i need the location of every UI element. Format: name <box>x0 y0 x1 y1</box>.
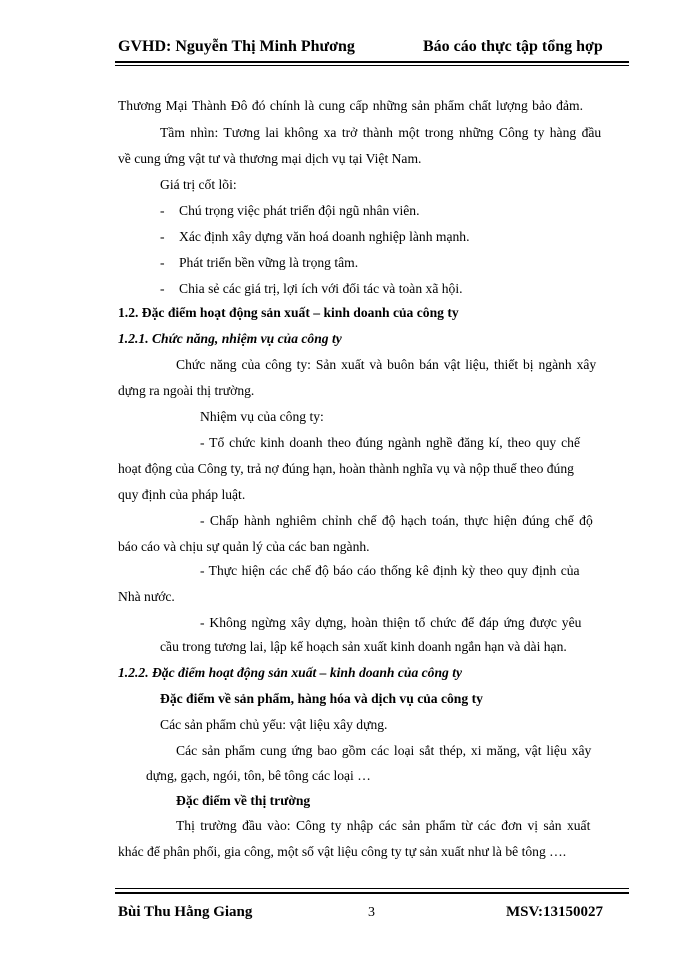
page-header-left: GVHD: Nguyễn Thị Minh Phương <box>118 38 355 55</box>
body-line: quy định của pháp luật. <box>118 487 246 502</box>
body-line: Thương Mại Thành Đô đó chính là cung cấp những sản phẩm chất lượng bảo đảm. <box>118 98 583 113</box>
bullet-item: Chú trọng việc phát triển đội ngũ nhân viên. <box>179 203 420 218</box>
bold-subheading: Đặc điểm về sản phẩm, hàng hóa và dịch vụ của công ty <box>160 691 483 706</box>
bullet-marker: - <box>160 281 165 296</box>
bold-subheading: Đặc điểm về thị trường <box>176 793 311 808</box>
body-line: dựng, gạch, ngói, tôn, bê tông các loại … <box>146 768 371 783</box>
section-heading: 1.2. Đặc điểm hoạt động sản xuất – kinh doanh của công ty <box>118 305 459 320</box>
footer-rule-thin <box>115 888 629 889</box>
body-line: về cung ứng vật tư và thương mại dịch vụ tại Việt Nam. <box>118 151 422 166</box>
page-number: 3 <box>368 905 375 920</box>
bullet-item: Xác định xây dựng văn hoá doanh nghiệp lành mạnh. <box>179 229 470 244</box>
body-line: Chức năng của công ty: Sản xuất và buôn bán vật liệu, thiết bị ngành xây <box>176 357 597 372</box>
bullet-item: Phát triển bền vững là trọng tâm. <box>179 255 359 270</box>
footer-msv: MSV:13150027 <box>506 904 603 920</box>
body-line: Các sản phẩm chủ yếu: vật liệu xây dựng. <box>160 717 388 732</box>
body-line: Nhiệm vụ của công ty: <box>200 409 324 424</box>
header-rule-thick <box>115 61 629 63</box>
body-line: cầu trong tương lai, lập kế hoạch sản xuất kinh doanh ngắn hạn và dài hạn. <box>160 639 567 654</box>
body-line: - Thực hiện các chế độ báo cáo thống kê định kỳ theo quy định của <box>200 563 580 578</box>
subsection-heading: 1.2.2. Đặc điểm hoạt động sản xuất – kinh doanh của công ty <box>118 665 463 680</box>
body-line: hoạt động của Công ty, trả nợ đúng hạn, hoàn thành nghĩa vụ và nộp thuế theo đúng <box>118 461 574 476</box>
subsection-heading: 1.2.1. Chức năng, nhiệm vụ của công ty <box>118 331 342 346</box>
bullet-item: Chia sẻ các giá trị, lợi ích với đối tác và toàn xã hội. <box>179 281 463 296</box>
header-rule-thin <box>115 65 629 66</box>
body-line: Giá trị cốt lõi: <box>160 177 237 192</box>
bullet-marker: - <box>160 255 165 270</box>
body-line: Tầm nhìn: Tương lai không xa trở thành một trong những Công ty hàng đầu <box>160 125 602 140</box>
bullet-marker: - <box>160 203 165 218</box>
page-header-right: Báo cáo thực tập tổng hợp <box>423 38 603 55</box>
body-line: dựng ra ngoài thị trường. <box>118 383 255 398</box>
body-line: Các sản phẩm cung ứng bao gồm các loại sắt thép, xi măng, vật liệu xây <box>176 743 592 758</box>
body-line: báo cáo và chịu sự quản lý của các ban ngành. <box>118 539 370 554</box>
body-line: - Chấp hành nghiêm chỉnh chế độ hạch toán, thực hiện đúng chế độ <box>200 513 593 528</box>
body-line: khác để phân phối, gia công, một số vật liệu công ty tự sản xuất như là bê tông …. <box>118 844 567 859</box>
footer-rule-thick <box>115 892 629 894</box>
body-line: - Tổ chức kinh doanh theo đúng ngành nghề đăng kí, theo quy chế <box>200 435 580 450</box>
body-line: Thị trường đầu vào: Công ty nhập các sản phẩm từ các đơn vị sản xuất <box>176 818 591 833</box>
footer-author: Bùi Thu Hằng Giang <box>118 904 253 920</box>
body-line: Nhà nước. <box>118 589 175 604</box>
bullet-marker: - <box>160 229 165 244</box>
body-line: - Không ngừng xây dựng, hoàn thiện tổ chức để đáp ứng được yêu <box>200 615 582 630</box>
